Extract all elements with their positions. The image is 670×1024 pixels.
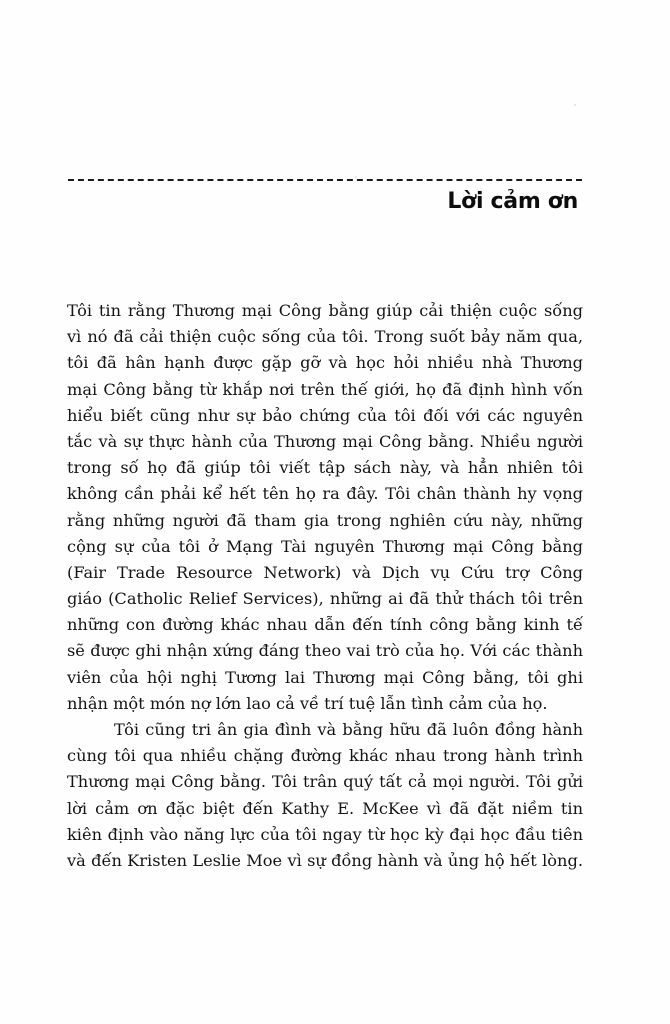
paragraph-2 — [67, 717, 583, 874]
text-line: và đến Kristen Leslie Moe vì sự đồng hành và ủng hộ hết lòng. — [67, 850, 583, 870]
scan-speck — [355, 176, 357, 178]
body-text — [67, 298, 583, 874]
text-line: Tôi tin rằng Thương mại Công bằng giúp cải thiện cuộc sống — [67, 301, 583, 320]
text-line: trong số họ đã giúp tôi viết tập sách này, và hẳn nhiên tôi — [67, 458, 583, 478]
text-line: tôi đã hân hạnh được gặp gỡ và học hỏi nhiều nhà Thương — [67, 353, 583, 373]
text-line: tắc và sự thực hành của Thương mại Công bằng. Nhiều người — [67, 431, 583, 451]
dashed-divider — [68, 179, 582, 181]
text-line: kiên định vào năng lực của tôi ngay từ học kỳ đại học đầu tiên — [67, 824, 583, 844]
paragraph-1 — [67, 298, 583, 717]
text-line: cùng tôi qua nhiều chặng đường khác nhau trong hành trình — [67, 746, 583, 766]
text-line: vì nó đã cải thiện cuộc sống của tôi. Trong suốt bảy năm qua, — [67, 327, 583, 347]
text-line: những con đường khác nhau dẫn đến tính công bằng kinh tế — [67, 615, 583, 635]
text-line: nhận một món nợ lớn lao cả về trí tuệ lẫn tình cảm của họ. — [67, 693, 548, 713]
text-line: hiểu biết cũng như sự bảo chứng của tôi đối với các nguyên — [67, 405, 583, 425]
text-line: rằng những người đã tham gia trong nghiên cứu này, những — [67, 510, 583, 530]
text-line: lời cảm ơn đặc biệt đến Kathy E. McKee vì đã đặt niềm tin — [67, 798, 583, 818]
text-line: mại Công bằng từ khắp nơi trên thế giới, họ đã định hình vốn — [67, 379, 583, 399]
scan-speck — [574, 104, 576, 106]
text-line: không cần phải kể hết tên họ ra đây. Tôi chân thành hy vọng — [67, 484, 583, 504]
text-line: sẽ được ghi nhận xứng đáng theo vai trò của họ. Với các thành — [67, 641, 583, 661]
page-title: Lời cảm ơn — [447, 189, 578, 214]
text-line: giáo (Catholic Relief Services), những ai đã thử thách tôi trên — [67, 589, 583, 609]
text-line: viên của hội nghị Tương lai Thương mại Công bằng, tôi ghi — [67, 667, 583, 687]
text-line: (Fair Trade Resource Network) và Dịch vụ Cứu trợ Công — [67, 562, 583, 582]
text-line: Tôi cũng tri ân gia đình và bằng hữu đã luôn đồng hành — [114, 720, 583, 739]
text-line: cộng sự của tôi ở Mạng Tài nguyên Thương mại Công bằng — [67, 536, 583, 556]
text-line: Thương mại Công bằng. Tôi trân quý tất cả mọi người. Tôi gửi — [67, 772, 583, 792]
